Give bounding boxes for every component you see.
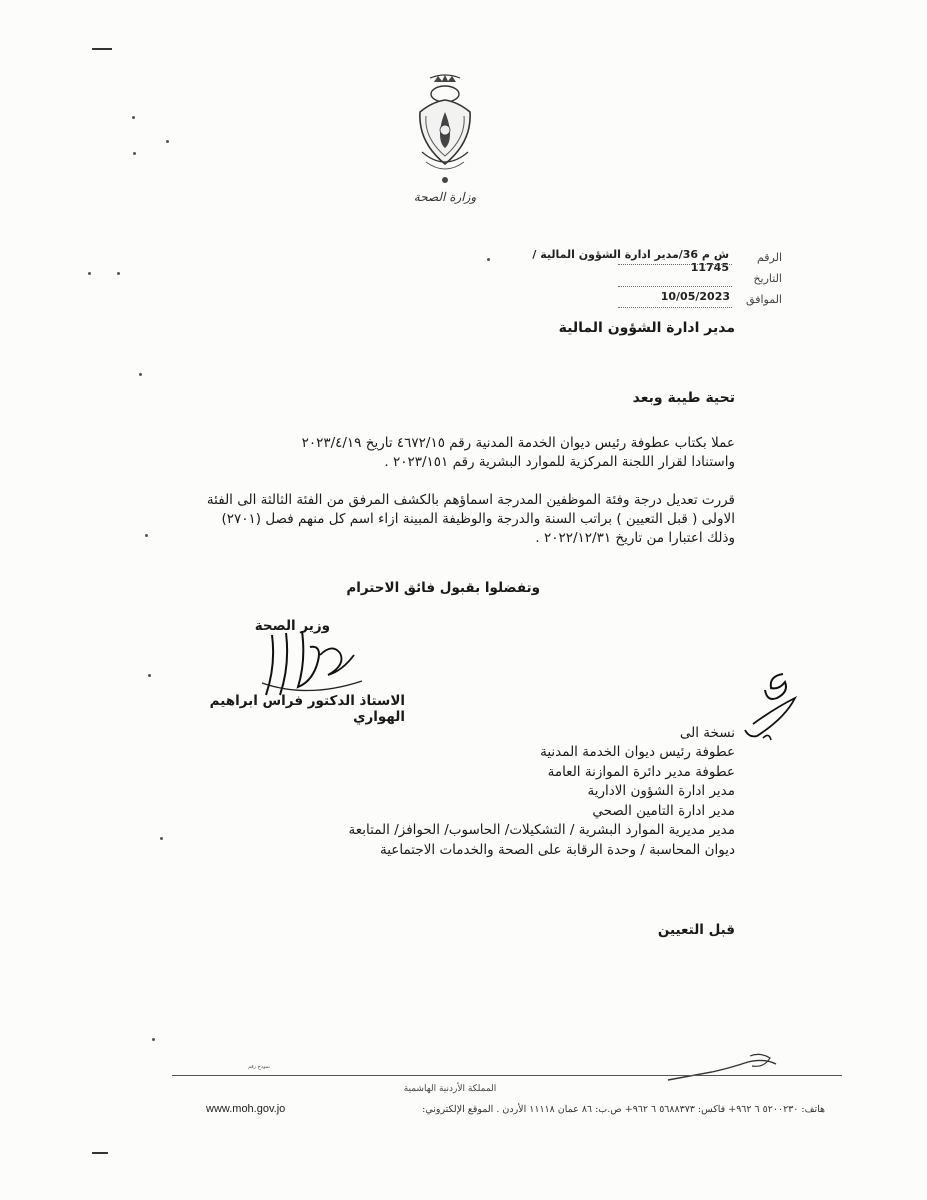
copy-recipient: عطوفة مدير دائرة الموازنة العامة — [547, 763, 735, 780]
date-value: 10/05/2023 — [660, 290, 730, 303]
scan-speck — [148, 674, 151, 677]
paragraph-line: عملا بكتاب عطوفة رئيس ديوان الخدمة المدنية رقم ٤٦٧٢/١٥ تاريخ ٢٠٢٣/٤/١٩ — [301, 435, 735, 451]
footer-org: المملكة الأردنية الهاشمية — [403, 1084, 497, 1094]
scan-speck — [152, 1038, 155, 1041]
corresponding-dotted-line — [618, 307, 732, 308]
ref-label: الرقم — [756, 251, 782, 264]
minister-signature-icon — [258, 625, 368, 700]
scan-speck — [88, 272, 91, 275]
scan-speck — [132, 116, 135, 119]
paragraph-2 — [160, 491, 735, 548]
scan-speck — [145, 534, 148, 537]
scan-speck — [139, 373, 142, 376]
copy-recipient: ديوان المحاسبة / وحدة الرقابة على الصحة والخدمات الاجتماعية — [380, 841, 735, 858]
signatory-name: الاستاذ الدكتور فراس ابراهيم الهواري — [209, 693, 405, 725]
paragraph-line: واستنادا لقرار اللجنة المركزية للموارد البشرية رقم ٢٠٢٣/١٥١ . — [384, 454, 735, 470]
footer-rule — [172, 1075, 842, 1076]
greeting: تحية طيبة وبعد — [632, 390, 735, 406]
date-label: التاريخ — [753, 272, 782, 285]
initials-scribble-icon — [735, 668, 805, 748]
signatory-title: وزير الصحة — [254, 618, 330, 634]
category-note: قبل التعيين — [657, 922, 735, 938]
paragraph-line: قررت تعديل درجة وفئة الموظفين المدرجة اسماؤهم بالكشف المرفق من الفئة الثالثة الى الفئة — [206, 492, 735, 508]
date-dotted-line — [618, 286, 732, 287]
scan-speck — [166, 140, 169, 143]
paragraph-1 — [160, 434, 735, 472]
ref-dotted-line — [618, 264, 732, 265]
scan-speck — [487, 258, 490, 261]
jordan-crest-icon — [412, 72, 478, 190]
copies-list — [300, 743, 735, 861]
paragraph-line: الاولى ( قبل التعيين ) براتب السنة والدرجة والوظيفة المبينة ازاء اسم كل منهم فصل (٢٧٠١) — [221, 511, 735, 527]
copy-recipient: مدير ادارة الشؤون الادارية — [587, 783, 735, 800]
copies-heading: نسخة الى — [679, 725, 735, 741]
footer-initials-icon — [660, 1052, 780, 1086]
scan-mark — [92, 48, 112, 50]
scan-speck — [117, 272, 120, 275]
footer-contact: هاتف: ٥٢٠٠٢٣٠ ٦ ٩٦٢+ فاكس: ٥٦٨٨٣٧٣ ٦ ٩٦٢+ ص.ب: ٨٦ عمان ١١١١٨ الأردن . الموقع الإلكتروني: — [422, 1104, 825, 1115]
ministry-logo-text: وزارة الصحة — [413, 190, 477, 204]
website-link[interactable]: www.moh.gov.jo — [206, 1103, 286, 1115]
closing-line: وتفضلوا بقبول فائق الاحترام — [346, 580, 540, 596]
scan-speck — [133, 152, 136, 155]
corresponding-label: الموافق — [746, 293, 782, 306]
paragraph-line: وذلك اعتبارا من تاريخ ٢٠٢٢/١٢/٣١ . — [535, 530, 735, 546]
copy-recipient: مدير ادارة التامين الصحي — [592, 802, 735, 819]
copy-recipient: عطوفة رئيس ديوان الخدمة المدنية — [540, 744, 735, 760]
copy-recipient: مدير مديرية الموارد البشرية / التشكيلات/ الحاسوب/ الحوافز/ المتابعة — [348, 822, 735, 839]
ref-value: ش م 36/مدير ادارة الشؤون المالية / 11745 — [532, 248, 729, 274]
scan-mark — [92, 1152, 108, 1154]
addressee: مدير ادارة الشؤون المالية — [558, 320, 735, 336]
form-number-note: نموذج رقم — [247, 1064, 270, 1070]
scan-speck — [160, 837, 163, 840]
